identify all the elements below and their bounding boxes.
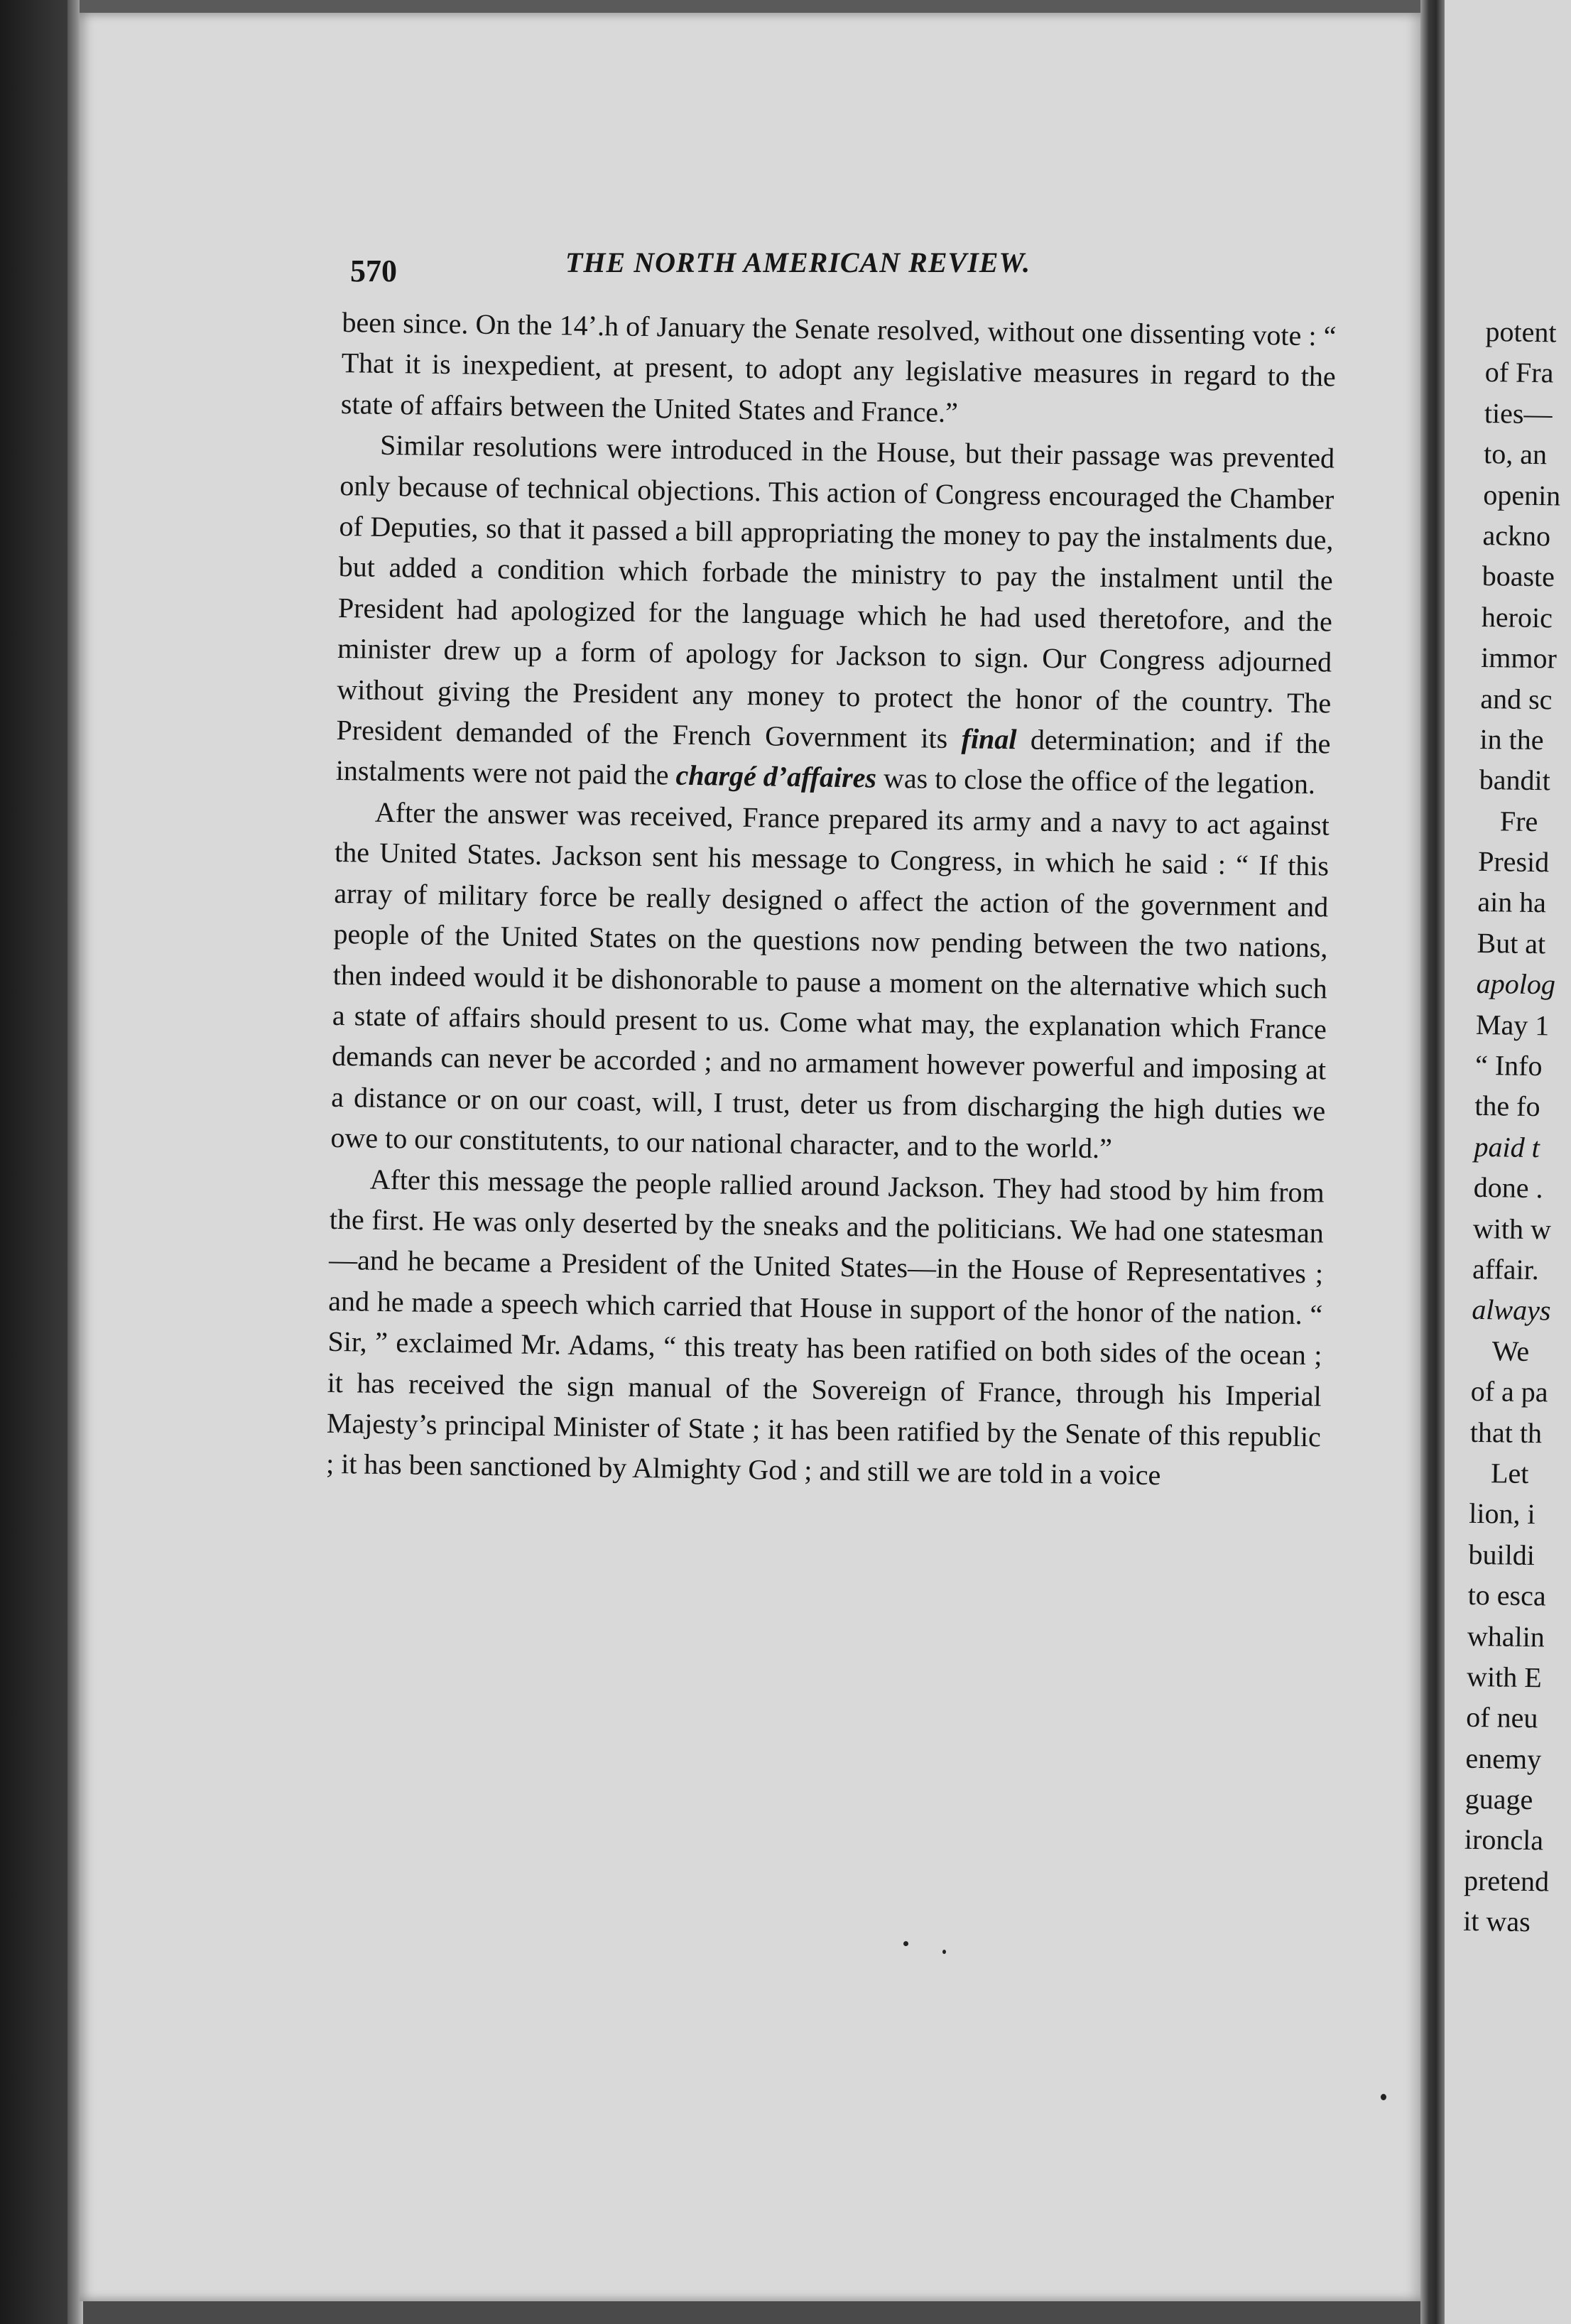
text-run: been since. On the 14’.h of January the Senate resolved, without one dissenting vote : “ That it is inexpedient, at present, to adopt any legislative measures in regard to the state of affairs between the United States and France.” — [340, 305, 1337, 428]
running-head — [339, 246, 1334, 293]
right-page-line-fragment: to, an — [1483, 438, 1548, 471]
page-number: 570 — [350, 254, 397, 288]
paragraph — [330, 791, 1330, 1172]
right-page-line-fragment: to esca — [1467, 1578, 1547, 1612]
right-page-line-fragment: it was — [1463, 1905, 1531, 1938]
article-body — [326, 302, 1337, 1498]
right-page-line-fragment: We — [1471, 1334, 1530, 1367]
text-run: Similar resolutions were introduced in the House, but their passage was prevented only because of technical objections. This action of Congress encouraged the Chamber of Deputies, so that it passed a bill appropriating the money to pay the instalments due, but added a condition which forbade the ministry to pay the instalment until the President had apologized for the language which he had used theretofore, and the minister drew up a form of apology for Jackson to sign. Our Congress adjourned without giving the President any money to protect the honor of the country. The President demanded of the French Government its — [336, 428, 1335, 755]
right-page-line-fragment: and sc — [1480, 682, 1553, 715]
text-run: After the answer was received, France prepared its army and a navy to act against the United States. Jackson sent his message to Congress, in which he said : “ If this array of military force be really designed o affect the action of the government and people of the United States on the questions now pending between the two nations, then indeed would it be dishonorable to pause a moment on the alternative which such a state of affairs should present to us. Come what may, the explanation which France demands can never be accorded ; and no armament however powerful and imposing at a distance or on our coast, will, I trust, deter us from discharging the high duties we owe to our constitutents, to our national character, and to the world.” — [330, 796, 1330, 1165]
right-page-line-fragment: “ Info — [1474, 1048, 1543, 1082]
right-page-line-fragment: whalin — [1467, 1619, 1545, 1653]
right-page-line-fragment: Let — [1469, 1456, 1529, 1489]
right-page-line-fragment: in the — [1479, 722, 1544, 756]
right-page-line-fragment: of neu — [1466, 1701, 1538, 1734]
print-speck — [942, 1950, 946, 1954]
emphasized-text: chargé d’affaires — [675, 759, 877, 795]
right-page-line-fragment: with w — [1472, 1212, 1552, 1246]
right-page-line-fragment: immor — [1480, 641, 1558, 675]
right-page-line-fragment: affair. — [1472, 1252, 1540, 1286]
book-gutter — [1420, 0, 1445, 2324]
right-page-line-fragment: buildi — [1468, 1538, 1535, 1571]
right-page-line-fragment: of Fra — [1484, 356, 1554, 389]
right-page-line-fragment: paid t — [1474, 1130, 1540, 1163]
right-page-line-fragment: ties— — [1484, 396, 1553, 430]
paragraph — [335, 424, 1334, 805]
text-run: After this message the people rallied around Jackson. They had stood by him from the first. He was only deserted by the sneaks and the politicians. We had one statesman—and he became a President of the United States—in the House of Representatives ; and he made a speech which carried that House in support of the honor of the nation. “ Sir, ” exclaimed Mr. Adams, “ this treaty has been ratified on both sides of the ocean ; it has received the sign manual of the Sovereign of France, through his Imperial Majesty’s principal Minister of State ; it has been ratified by the Senate of this republic ; it has been sanctioned by Almighty God ; and still we are told in a voice — [325, 1163, 1325, 1492]
right-page-line-fragment: always — [1472, 1293, 1551, 1327]
text-run: determination; and if the instalments were not paid the — [335, 723, 1331, 792]
right-page-line-fragment: that th — [1469, 1416, 1543, 1449]
right-page-line-fragment: Fre — [1478, 804, 1538, 837]
right-page-line-fragment: potent — [1485, 315, 1557, 349]
right-page-line-fragment: apolog — [1476, 967, 1556, 1001]
right-page-line-fragment: guage — [1464, 1782, 1533, 1816]
right-page-line-fragment: enemy — [1465, 1742, 1542, 1775]
right-page-line-fragment: pretend — [1463, 1864, 1550, 1898]
print-speck — [1381, 2094, 1386, 2100]
text-run: was to close the office of the legation. — [876, 762, 1316, 800]
paragraph — [326, 1158, 1325, 1498]
right-page-line-fragment: But at — [1477, 926, 1546, 960]
paragraph — [341, 302, 1337, 438]
right-page-line-fragment: with E — [1466, 1660, 1543, 1694]
right-page-line-fragment: Presid — [1477, 845, 1550, 879]
right-page-line-fragment: of a pa — [1470, 1375, 1548, 1408]
right-page-line-fragment: openin — [1483, 478, 1561, 512]
right-page-line-fragment: lion, i — [1469, 1497, 1536, 1531]
right-page-line-fragment: heroic — [1481, 600, 1553, 634]
right-page-line-fragment: done . — [1473, 1171, 1543, 1205]
right-page-line-fragment: bandit — [1479, 764, 1551, 797]
right-page-line-fragment: ain ha — [1477, 886, 1547, 919]
right-page-line-fragment: ironcla — [1464, 1823, 1544, 1857]
emphasized-text: final — [961, 722, 1017, 756]
right-page-line-fragment: May 1 — [1475, 1008, 1550, 1041]
right-page-line-fragment: ackno — [1482, 518, 1551, 553]
right-page-line-fragment: boaste — [1482, 560, 1555, 593]
right-page-line-fragment: the fo — [1474, 1090, 1540, 1123]
print-speck — [903, 1941, 908, 1946]
journal-title: THE NORTH AMERICAN REVIEW. — [565, 246, 1031, 278]
page-top-border — [80, 0, 1422, 13]
